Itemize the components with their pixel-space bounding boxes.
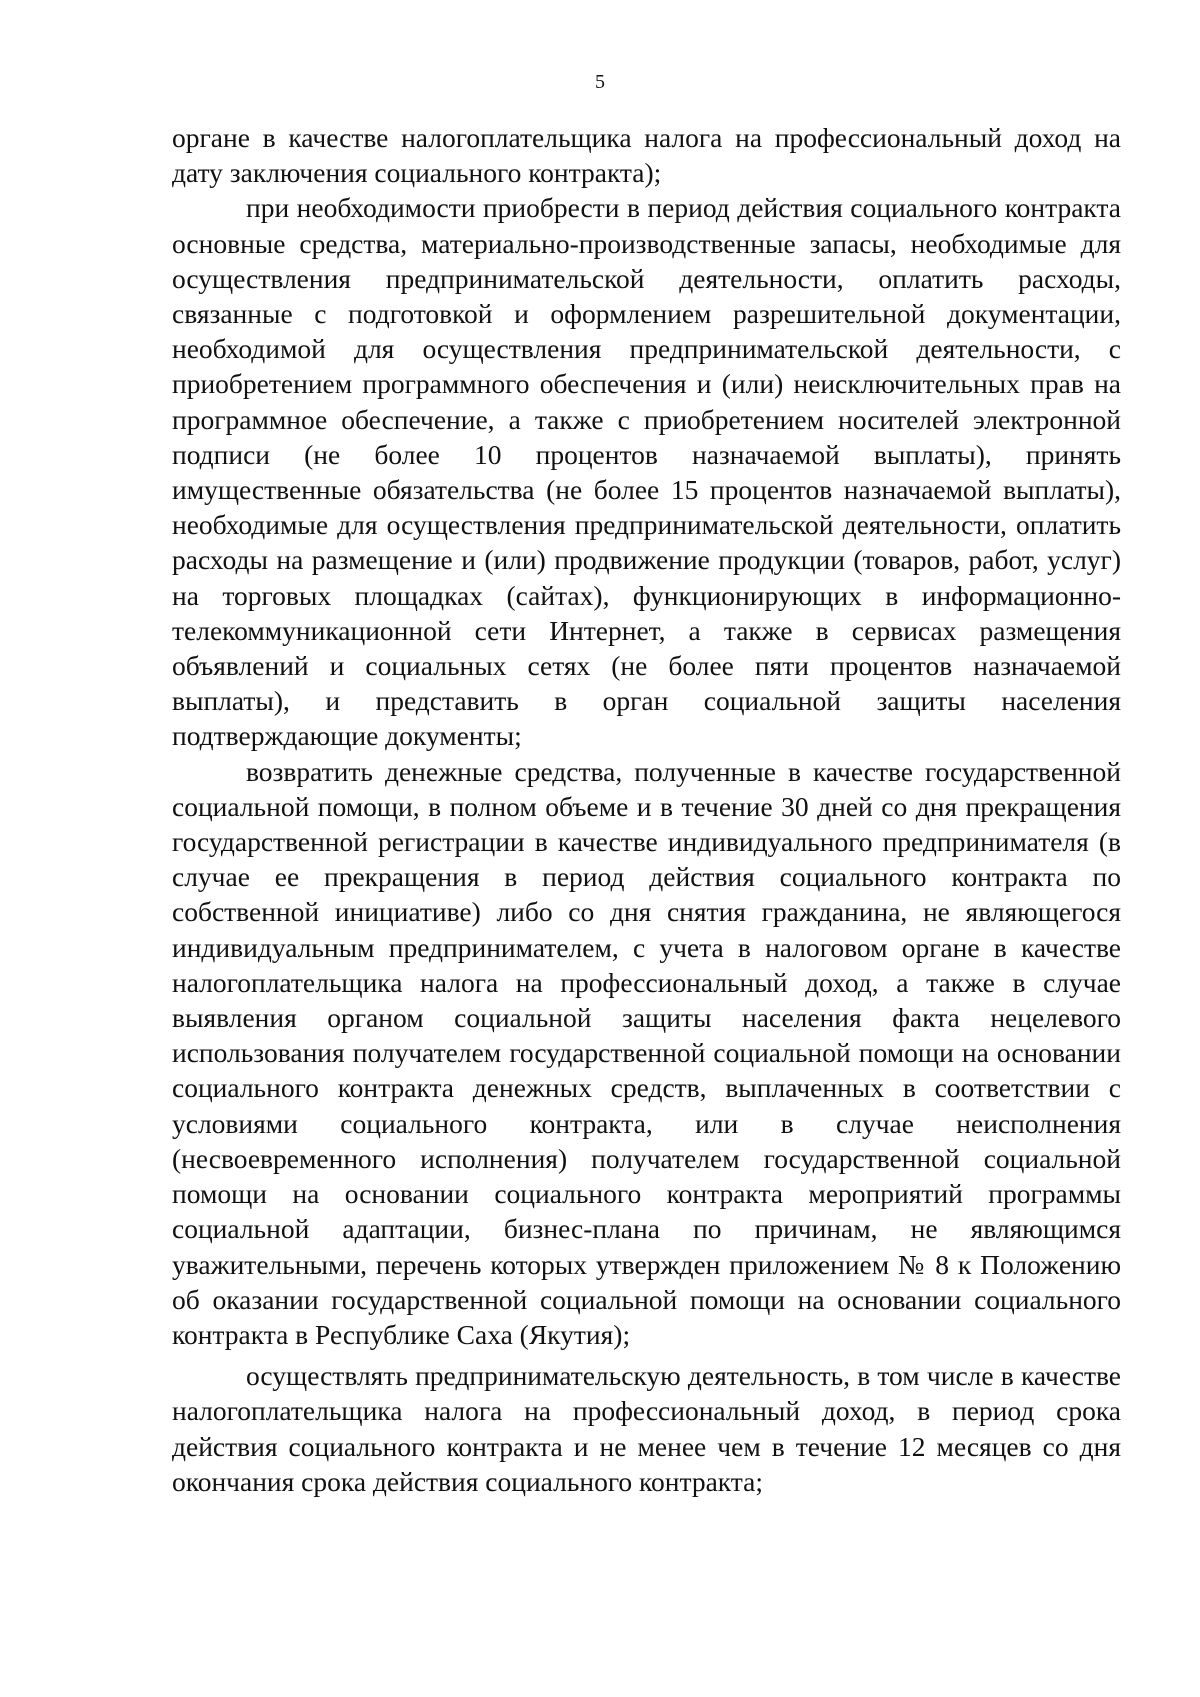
- paragraph-continuation: органе в качестве налогоплательщика налога на профессиональный доход на дату заключения социального контракта);: [172, 122, 1121, 189]
- document-body: [172, 120, 1121, 1499]
- page-number: 5: [595, 71, 605, 93]
- paragraph-acquire-assets: при необходимости приобрести в период действия социального контракта основные средства, материально-производственные запасы, необходимые для осуществления предпринимательской деятельности, оплатить расходы, связанные с подготовкой и оформлением разрешительной документации, необходимой для осуществления предпринимательской деятельности, с приобретением программного обеспечения и (или) неисключительных прав на программное обеспечение, а также с приобретением носителей электронной подписи (не более 10 процентов назначаемой выплаты), принять имущественные обязательства (не более 15 процентов назначаемой выплаты), необходимые для осуществления предпринимательской деятельности, оплатить расходы на размещение и (или) продвижение продукции (товаров, работ, услуг) на торговых площадках (сайтах), функционирующих в информационно-телекоммуникационной сети Интернет, а также в сервисах размещения объявлений и социальных сетях (не более пяти процентов назначаемой выплаты), и представить в орган социальной защиты населения подтверждающие документы;: [172, 192, 1121, 752]
- paragraph-return-funds: возвратить денежные средства, полученные в качестве государственной социальной помощи, в полном объеме и в течение 30 дней со дня прекращения государственной регистрации в качестве индивидуального предпринимателя (в случае ее прекращения в период действия социального контракта по собственной инициативе) либо со дня снятия гражданина, не являющегося индивидуальным предпринимателем, с учета в налоговом органе в качестве налогоплательщика налога на профессиональный доход, а также в случае выявления органом социальной защиты населения факта нецелевого использования получателем государственной социальной помощи на основании социального контракта денежных средств, выплаченных в соответствии с условиями социального контракта, или в случае неисполнения (несвоевременного исполнения) получателем государственной социальной помощи на основании социального контракта мероприятий программы социальной адаптации, бизнес-плана по причинам, не являющимся уважительными, перечень которых утвержден приложением № 8 к Положению об оказании государственной социальной помощи на основании социального контракта в Республике Саха (Якутия);: [172, 755, 1121, 1350]
- paragraph-conduct-business: осуществлять предпринимательскую деятельность, в том числе в качестве налогоплательщика налога на профессиональный доход, в период срока действия социального контракта и не менее чем в течение 12 месяцев со дня окончания срока действия социального контракта;: [172, 1360, 1121, 1497]
